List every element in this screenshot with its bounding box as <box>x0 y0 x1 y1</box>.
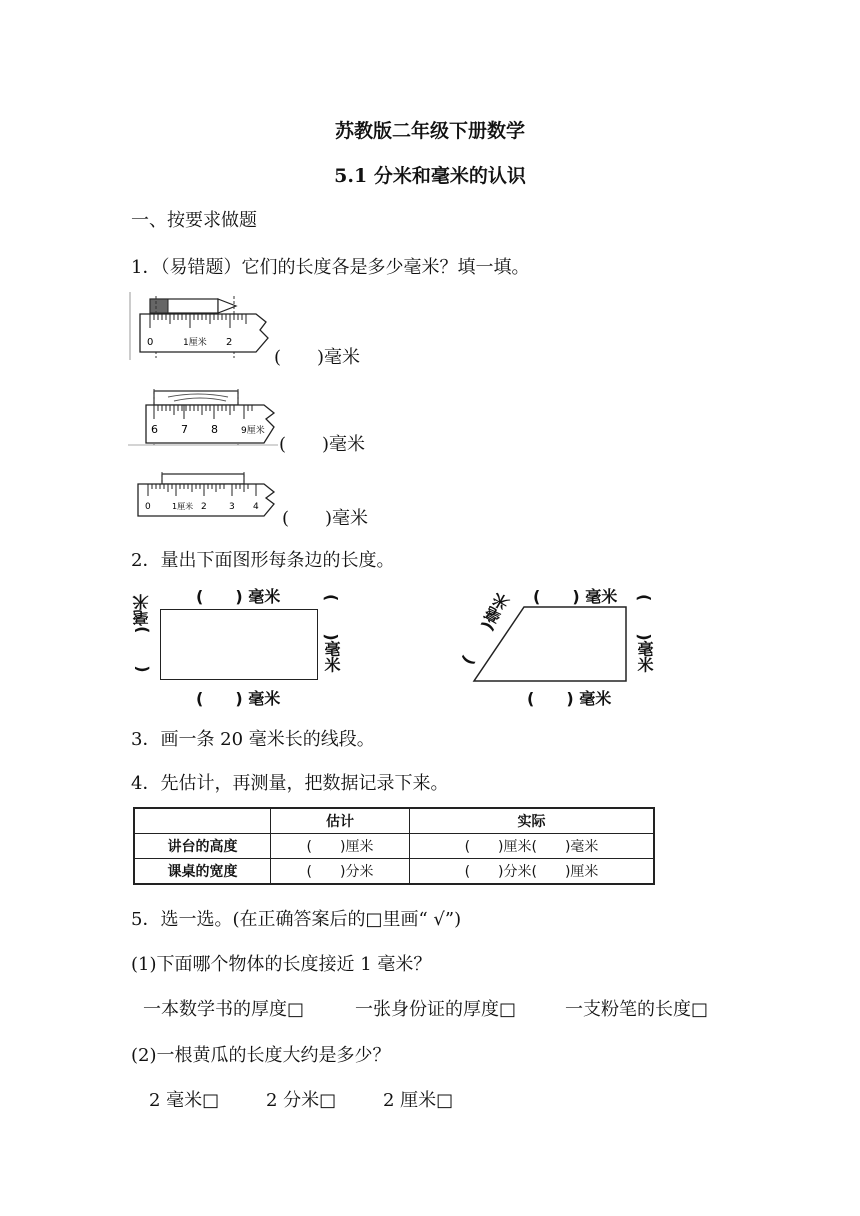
trap-top-label: ( ) 毫米 <box>533 587 618 606</box>
rectangle-shape <box>160 609 318 680</box>
option-id-card[interactable]: 一张身份证的厚度□ <box>355 999 517 1020</box>
table-header-row <box>134 808 654 834</box>
option-2-dm[interactable]: 2 分米□ <box>266 1090 337 1111</box>
ruler-tick-label: 2 <box>201 502 207 512</box>
question-5: 5．选一选。(在正确答案后的□里画“ √”) <box>131 909 462 930</box>
ruler-tick-label: 7 <box>181 423 188 436</box>
ruler-eraser-figure <box>128 387 278 449</box>
rect-bottom-label: ( ) 毫米 <box>196 689 281 708</box>
ruler-tick-label: 9厘米 <box>241 426 265 436</box>
ruler-stick-figure <box>134 472 282 520</box>
ruler-tick-label: 8 <box>211 423 218 436</box>
table-row <box>134 834 654 859</box>
question-1: 1．（易错题）它们的长度各是多少毫米？填一填。 <box>131 257 530 278</box>
option-2-mm[interactable]: 2 毫米□ <box>149 1090 220 1111</box>
answer-blank-1[interactable]: ( )毫米 <box>274 347 361 368</box>
rect-left-label: ( )毫米 <box>132 594 151 673</box>
row-label: 讲台的高度 <box>134 834 271 859</box>
answer-blank-3[interactable]: ( )毫米 <box>282 508 369 529</box>
ruler-tick-label: 2 <box>226 337 233 348</box>
ruler-tick-label: 1厘米 <box>172 502 194 511</box>
ruler-tick-label: 4 <box>253 502 259 512</box>
question-4: 4．先估计，再测量，把数据记录下来。 <box>131 773 449 794</box>
question-2: 2．量出下面图形每条边的长度。 <box>131 550 395 571</box>
ruler-pencil-figure <box>128 292 273 362</box>
question-3: 3．画一条 20 毫米长的线段。 <box>131 729 375 750</box>
question-5-part-2: (2)一根黄瓜的长度大约是多少？ <box>131 1045 391 1066</box>
table-row <box>134 859 654 885</box>
lesson-subtitle: 5.1 分米和毫米的认识 <box>334 165 526 187</box>
section-heading: 一、按要求做题 <box>131 210 257 231</box>
ruler-tick-label: 6 <box>151 423 158 436</box>
ruler-tick-label: 0 <box>145 502 151 512</box>
option-math-book[interactable]: 一本数学书的厚度□ <box>143 999 305 1020</box>
rect-top-label: ( ) 毫米 <box>196 587 281 606</box>
ruler-tick-label: 3 <box>229 502 235 512</box>
trap-right-label: ( )毫米 <box>635 594 654 673</box>
rect-right-label: ( )毫米 <box>322 594 341 673</box>
estimate-cell[interactable]: ( )分米 <box>271 859 410 885</box>
ruler-tick-label: 0 <box>147 337 154 348</box>
actual-cell[interactable]: ( )厘米( )毫米 <box>410 834 655 859</box>
trap-left-label: ( )毫米 <box>457 590 514 668</box>
table-header-cell: 估计 <box>271 808 410 834</box>
table-header-cell <box>134 808 271 834</box>
answer-blank-2[interactable]: ( )毫米 <box>279 434 366 455</box>
ruler-tick-label: 1厘米 <box>183 338 207 348</box>
measurement-table <box>133 807 655 885</box>
stick-icon <box>162 474 244 484</box>
actual-cell[interactable]: ( )分米( )厘米 <box>410 859 655 885</box>
question-5-part-1: (1)下面哪个物体的长度接近 1 毫米？ <box>131 954 432 975</box>
page-title: 苏教版二年级下册数学 <box>334 120 525 142</box>
estimate-cell[interactable]: ( )厘米 <box>271 834 410 859</box>
table-header-cell: 实际 <box>410 808 655 834</box>
row-label: 课桌的宽度 <box>134 859 271 885</box>
trap-bottom-label: ( ) 毫米 <box>527 689 612 708</box>
option-2-cm[interactable]: 2 厘米□ <box>383 1090 454 1111</box>
option-chalk[interactable]: 一支粉笔的长度□ <box>565 999 709 1020</box>
